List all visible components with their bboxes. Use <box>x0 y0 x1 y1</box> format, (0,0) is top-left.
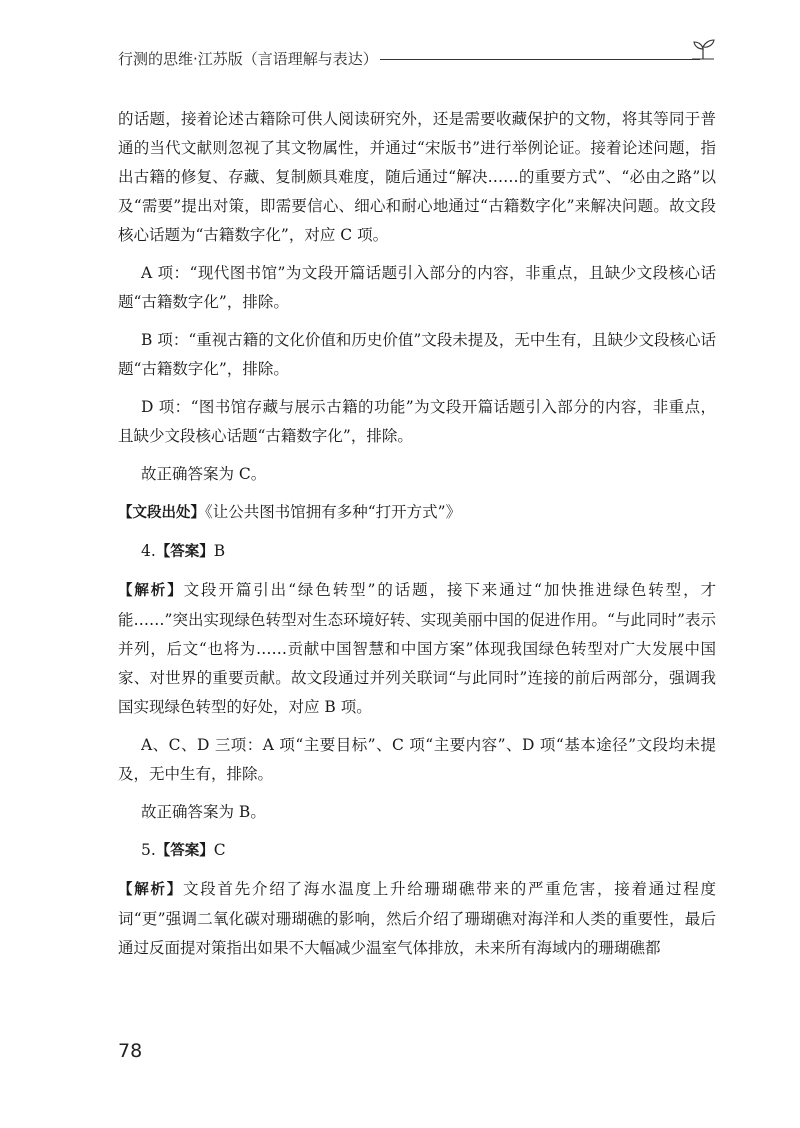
page-number: 78 <box>118 1040 143 1062</box>
question-number: 4. <box>141 542 156 560</box>
source-line <box>118 498 716 528</box>
explanation-label: 【解析】 <box>118 882 183 898</box>
explanation-text: 文段首先介绍了海水温度上升给珊瑚礁带来的严重危害，接着通过程度词“更”强调二氧化碳对珊瑚礁的影响，然后介绍了珊瑚礁对海洋和人类的重要性，最后通过反面提对策指出如果不大幅减少温室气体排放，未来所有海域内的珊瑚礁都 <box>118 880 716 957</box>
question-number: 5. <box>141 841 156 859</box>
sprout-icon <box>688 36 718 64</box>
explanation-text: 文段开篇引出“绿色转型”的话题，接下来通过“加快推进绿色转型，才能……”突出实现绿色转型对生态环境好转、实现美丽中国的促进作用。“与此同时”表示并列，后文“也将为……贡献中国智慧和中国方案”体现我国绿色转型对广大发展中国家、对世界的重要贡献。故文段通过并列关联词“与此同时”连接的前后两部分，强调我国实现绿色转型的好处，对应 B 项。 <box>118 581 716 716</box>
explanation <box>118 875 716 963</box>
answer-value: B <box>213 542 226 560</box>
page-content <box>118 105 716 972</box>
explanation-label: 【解析】 <box>118 583 184 599</box>
answer-line <box>118 537 716 567</box>
answer-value: C <box>213 841 226 859</box>
paragraph: 的话题，接着论述古籍除可供人阅读研究外，还是需要收藏保护的文物，将其等同于普通的当代文献则忽视了其文物属性，并通过“宋版书”进行举例论证。接着论述问题，指出古籍的修复、存藏、复制颇具难度，随后通过“解决……的重要方式”、“必由之路”以及“需要”提出对策，即需要信心、细心和耐心地通过“古籍数字化”来解决问题。故文段核心话题为“古籍数字化”，对应 C 项。 <box>118 110 716 244</box>
paragraph: 故正确答案为 B。 <box>141 803 266 821</box>
source-label: 【文段出处】 <box>118 505 205 521</box>
header-rule <box>380 59 700 60</box>
running-header <box>118 44 718 74</box>
paragraph: B 项：“重视古籍的文化价值和历史价值”文段未提及，无中生有，且缺少文段核心话题“古籍数字化”，排除。 <box>118 331 716 378</box>
answer-label: 【答案】 <box>155 843 214 859</box>
answer-line <box>118 836 716 866</box>
answer-label: 【答案】 <box>155 544 214 560</box>
explanation <box>118 576 716 722</box>
paragraph: 故正确答案为 C。 <box>141 465 267 483</box>
paragraph: D 项：“图书馆存藏与展示古籍的功能”为文段开篇话题引入部分的内容，非重点，且缺少文段核心话题“古籍数字化”，排除。 <box>118 398 716 445</box>
source-text: 《让公共图书馆拥有多种“打开方式”》 <box>205 503 462 521</box>
paragraph: A 项：“现代图书馆”为文段开篇话题引入部分的内容，非重点，且缺少文段核心话题“古籍数字化”，排除。 <box>118 264 716 311</box>
paragraph: A、C、D 三项：A 项“主要目标”、C 项“主要内容”、D 项“基本途径”文段均未提及，无中生有，排除。 <box>118 736 716 783</box>
header-title: 行测的思维·江苏版（言语理解与表达） <box>118 50 378 68</box>
